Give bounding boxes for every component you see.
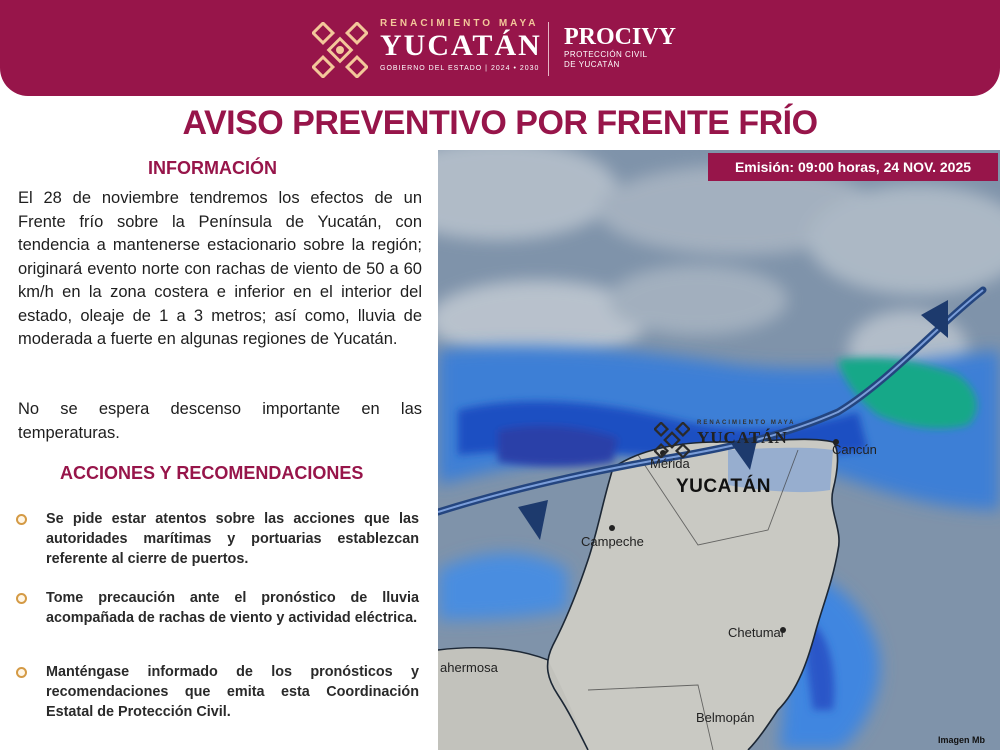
city-label-cancun: Cancún [832,442,877,457]
info-paragraph-1: El 28 de noviembre tendremos los efectos de un Frente frío sobre la Península de Yucatán, con tendencia a mantenerse estacionario sobre la región; originará evento norte con rachas de viento de 50 a 60 km/h en la zona costera e inferior en el interior del estado, oleaje de 1 a 3 metros; así como, lluvia de moderada a fuerte en algunas regiones de Yucatán. [18,189,422,348]
maya-logo-icon [312,22,368,78]
city-label-campeche: Campeche [581,534,644,549]
watermark-logo-icon [654,422,690,458]
image-credit: Imagen Mb [938,735,986,745]
brand-tagline: RENACIMIENTO MAYA [380,18,539,29]
city-label-chetumal: Chetumal [728,625,784,640]
recommendation-item: Tome precaución ante el pronóstico de lluvia acompañada de rachas de viento y actividad eléctrica. [46,590,419,626]
bullet-icon [16,667,27,678]
agency-block [564,24,676,70]
actions-heading: ACCIONES Y RECOMENDACIONES [60,463,364,483]
watermark-tagline: RENACIMIENTO MAYA [697,420,796,426]
city-label-merida: Mérida [650,456,690,471]
page-title: AVISO PREVENTIVO POR FRENTE FRÍO [182,104,818,142]
agency-sub-2: DE YUCATÁN [564,60,620,69]
agency-sub-1: PROTECCIÓN CIVIL [564,50,648,59]
info-heading: INFORMACIÓN [148,158,277,178]
brand-name: YUCATÁN [380,29,542,62]
brand-block [380,18,542,72]
emission-badge: Emisión: 09:00 horas, 24 NOV. 2025 [708,153,998,181]
agency-name: PROCIVY [564,24,676,50]
weather-map [438,150,1000,750]
state-label: YUCATÁN [676,476,771,497]
recommendation-item: Se pide estar atentos sobre las acciones que las autoridades marítimas y portuarias establezcan referente al cierre de puertos. [46,511,419,567]
city-label-belmopan: Belmopán [696,710,755,725]
watermark-name: YUCATÁN [697,428,788,447]
bullet-icon [16,593,27,604]
info-paragraph-2: No se espera descenso importante en las temperaturas. [18,400,422,442]
brand-government: GOBIERNO DEL ESTADO | 2024 • 2030 [380,65,540,72]
header-banner [0,0,1000,96]
bullet-icon [16,514,27,525]
header-divider [548,22,549,76]
city-label-villahermosa: ahermosa [440,660,498,675]
recommendation-item: Manténgase informado de los pronósticos y recomendaciones que emita esta Coordinación Estatal de Protección Civil. [46,664,419,720]
